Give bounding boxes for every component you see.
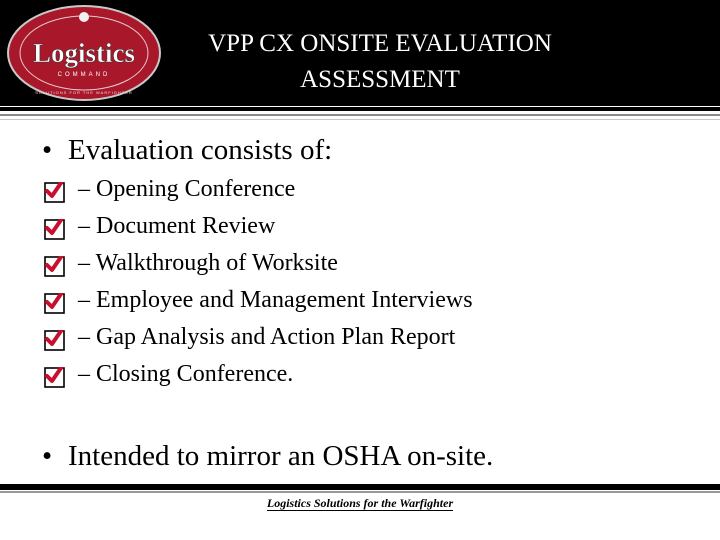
bullet-evaluation-text: Evaluation consists of: — [68, 134, 333, 166]
bullet-evaluation — [42, 134, 332, 167]
slide-footer — [0, 496, 720, 511]
checked-box-icon — [44, 367, 65, 388]
footer-divider-thin — [0, 491, 720, 493]
slide-header — [0, 0, 720, 106]
title-line-2: ASSESSMENT — [300, 66, 460, 93]
checklist-item-label: – Closing Conference. — [78, 361, 294, 387]
checked-box-icon — [44, 330, 65, 351]
footer-divider — [0, 484, 720, 490]
logo-ring-text: SOLUTIONS FOR THE WARFIGHTER — [35, 90, 133, 95]
checklist-item-label: – Document Review — [78, 213, 276, 239]
checked-box-icon — [44, 293, 65, 314]
header-divider-faint — [0, 119, 720, 120]
checked-box-icon — [44, 182, 65, 203]
checked-box-icon — [44, 256, 65, 277]
bullet-dot: • — [42, 134, 53, 166]
checklist-item-label: – Walkthrough of Worksite — [78, 250, 338, 276]
header-divider-thin — [0, 114, 720, 116]
footer-text: Logistics Solutions for the Warfighter — [266, 496, 454, 510]
logo-subtext: COMMAND — [57, 72, 111, 78]
slide-title — [170, 26, 590, 98]
checklist-item-label: – Gap Analysis and Action Plan Report — [78, 324, 456, 350]
logo-text: Logistics — [32, 38, 136, 68]
header-divider — [0, 107, 720, 111]
bullet-dot: • — [42, 440, 53, 472]
title-line-1: VPP CX ONSITE EVALUATION — [208, 30, 552, 57]
checklist-item-label: – Opening Conference — [78, 176, 296, 202]
bullet-intended — [42, 440, 493, 473]
bullet-intended-text: Intended to mirror an OSHA on-site. — [68, 440, 494, 472]
logistics-command-logo — [6, 4, 162, 102]
checked-box-icon — [44, 219, 65, 240]
checklist-item-label: – Employee and Management Interviews — [78, 287, 473, 313]
